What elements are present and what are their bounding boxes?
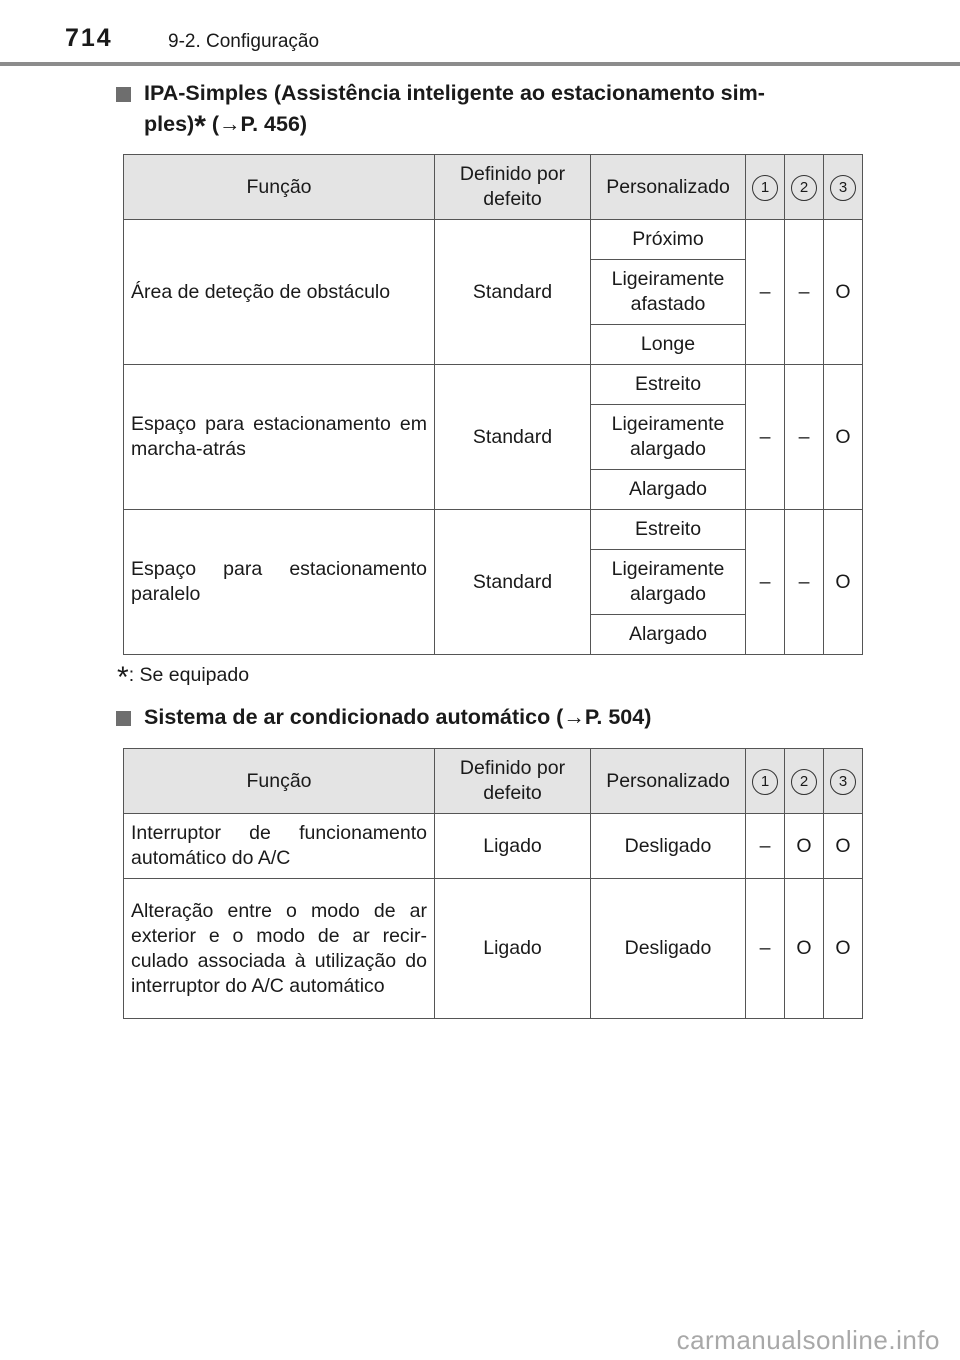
setting-1-cell: – xyxy=(746,814,785,879)
ipa-settings-table xyxy=(123,154,863,655)
column-header-1 xyxy=(746,749,785,814)
table-header-row xyxy=(124,749,863,814)
option-cell: Ligeiramente afastado xyxy=(591,260,746,325)
ac-section-heading xyxy=(116,702,866,733)
function-cell: Espaço para estacionamento em marcha-atrás xyxy=(124,365,435,510)
square-bullet-icon xyxy=(116,711,131,726)
column-header-3 xyxy=(824,155,863,220)
square-bullet-icon xyxy=(116,87,131,102)
default-cell: Ligado xyxy=(435,879,591,1019)
setting-3-cell: O xyxy=(824,365,863,510)
page-header xyxy=(0,0,960,66)
asterisk-icon: * xyxy=(194,110,206,143)
setting-2-cell: – xyxy=(785,220,824,365)
setting-3-cell: O xyxy=(824,879,863,1019)
setting-2-cell: O xyxy=(785,879,824,1019)
ipa-heading-line1: IPA-Simples (Assistência inteligente ao estacionamento sim- xyxy=(144,81,765,105)
table-row xyxy=(124,814,863,879)
setting-1-cell: – xyxy=(746,220,785,365)
ipa-section-heading xyxy=(116,78,866,143)
table-row xyxy=(124,365,863,405)
section-title: 9-2. Configuração xyxy=(168,31,320,52)
column-header-custom: Personalizado xyxy=(591,155,746,220)
option-cell: Ligeiramente alargado xyxy=(591,405,746,470)
column-header-default: Definido por defeito xyxy=(435,155,591,220)
ipa-heading-line2: ples)* (→P. 456) xyxy=(144,110,308,143)
function-cell: Área de deteção de obstáculo xyxy=(124,220,435,365)
watermark: carmanualsonline.info xyxy=(676,1325,940,1355)
asterisk-icon: * xyxy=(117,661,129,694)
column-header-default: Definido por defeito xyxy=(435,749,591,814)
option-cell: Estreito xyxy=(591,510,746,550)
option-cell: Próximo xyxy=(591,220,746,260)
table-header-row xyxy=(124,155,863,220)
option-cell: Alargado xyxy=(591,615,746,655)
function-cell: Alteração entre o modo de ar exterior e o modo de ar recir-culado associada à utilização do interruptor do A/C automático xyxy=(124,879,435,1019)
circled-3-icon: 3 xyxy=(830,769,856,795)
table-row xyxy=(124,510,863,550)
column-header-2 xyxy=(785,155,824,220)
default-cell: Standard xyxy=(435,365,591,510)
circled-2-icon: 2 xyxy=(791,175,817,201)
setting-3-cell: O xyxy=(824,510,863,655)
footnote xyxy=(117,661,250,694)
setting-1-cell: – xyxy=(746,879,785,1019)
column-header-2 xyxy=(785,749,824,814)
setting-2-cell: – xyxy=(785,510,824,655)
page-number: 714 xyxy=(65,24,113,52)
column-header-3 xyxy=(824,749,863,814)
custom-cell: Desligado xyxy=(591,879,746,1019)
setting-1-cell: – xyxy=(746,510,785,655)
circled-1-icon: 1 xyxy=(752,769,778,795)
column-header-function: Função xyxy=(124,749,435,814)
column-header-custom: Personalizado xyxy=(591,749,746,814)
column-header-1 xyxy=(746,155,785,220)
option-cell: Ligeiramente alargado xyxy=(591,550,746,615)
footnote-text: : Se equipado xyxy=(128,664,250,686)
custom-cell: Desligado xyxy=(591,814,746,879)
table-row xyxy=(124,220,863,260)
setting-1-cell: – xyxy=(746,365,785,510)
default-cell: Standard xyxy=(435,510,591,655)
function-cell: Interruptor de funcionamento automático do A/C xyxy=(124,814,435,879)
setting-3-cell: O xyxy=(824,814,863,879)
circled-2-icon: 2 xyxy=(791,769,817,795)
setting-3-cell: O xyxy=(824,220,863,365)
option-cell: Longe xyxy=(591,325,746,365)
ac-settings-table xyxy=(123,748,863,1019)
default-cell: Standard xyxy=(435,220,591,365)
circled-1-icon: 1 xyxy=(752,175,778,201)
circled-3-icon: 3 xyxy=(830,175,856,201)
column-header-function: Função xyxy=(124,155,435,220)
option-cell: Alargado xyxy=(591,470,746,510)
setting-2-cell: – xyxy=(785,365,824,510)
option-cell: Estreito xyxy=(591,365,746,405)
header-divider xyxy=(0,62,960,66)
default-cell: Ligado xyxy=(435,814,591,879)
table-row xyxy=(124,879,863,1019)
ac-heading-text: Sistema de ar condicionado automático (→P. 504) xyxy=(144,705,652,729)
function-cell: Espaço para estacionamento paralelo xyxy=(124,510,435,655)
setting-2-cell: O xyxy=(785,814,824,879)
